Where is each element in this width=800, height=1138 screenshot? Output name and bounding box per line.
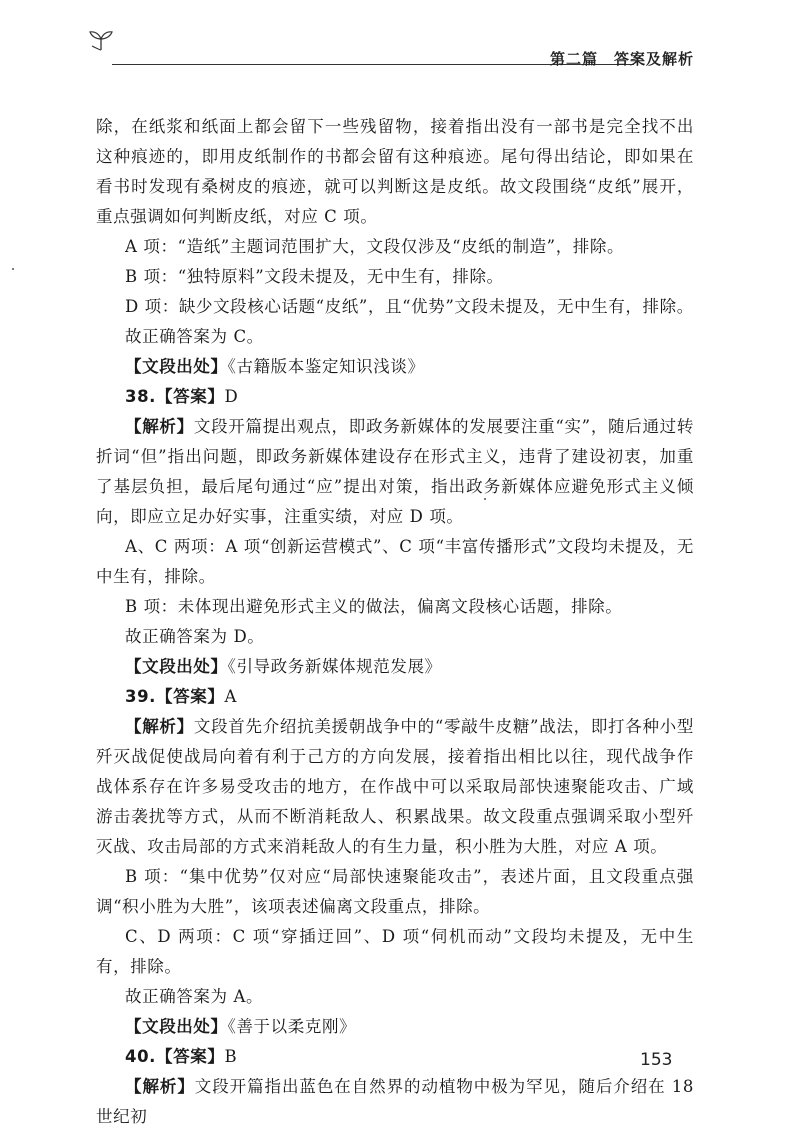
text-paragraph xyxy=(96,112,694,232)
text-paragraph xyxy=(96,862,694,922)
paragraph-text: 故正确答案为 A。 xyxy=(125,987,264,1006)
answer-content xyxy=(96,112,694,1132)
paragraph-text: A、C 两项：A 项“创新运营模式”、C 项“丰富传播形式”文段均未提及，无中生有，排除。 xyxy=(96,537,694,586)
text-paragraph xyxy=(96,532,694,592)
section-tag: 【文段出处】 xyxy=(125,357,228,376)
page-number: 153 xyxy=(640,1050,673,1070)
paragraph-text: 故正确答案为 D。 xyxy=(125,627,265,646)
scan-speck xyxy=(12,268,14,270)
text-paragraph xyxy=(96,922,694,982)
paragraph-text: 《古籍版本鉴定知识浅谈》 xyxy=(227,357,425,376)
text-paragraph xyxy=(96,292,694,322)
tagged-paragraph xyxy=(96,382,694,412)
section-tag: 39.【答案】 xyxy=(125,687,225,706)
scan-speck xyxy=(484,498,486,500)
paragraph-text: B 项：未体现出避免形式主义的做法，偏离文段核心话题，排除。 xyxy=(125,597,623,616)
text-paragraph xyxy=(96,232,694,262)
tagged-paragraph xyxy=(96,1072,694,1132)
text-paragraph xyxy=(96,322,694,352)
paragraph-text: 《善于以柔克刚》 xyxy=(227,1017,357,1036)
paragraph-text: 文段开篇指出蓝色在自然界的动植物中极为罕见，随后介绍在 18 世纪初 xyxy=(96,1077,694,1126)
section-tag: 【解析】 xyxy=(125,1077,195,1096)
paragraph-text: 故正确答案为 C。 xyxy=(125,327,264,346)
section-tag: 40.【答案】 xyxy=(125,1047,225,1066)
paragraph-text: D xyxy=(224,387,239,406)
paragraph-text: C、D 两项：C 项“穿插迂回”、D 项“伺机而动”文段均未提及，无中生有，排除。 xyxy=(96,927,694,976)
text-paragraph xyxy=(96,982,694,1012)
section-tag: 38.【答案】 xyxy=(125,387,225,406)
paragraph-text: A 项：“造纸”主题词范围扩大，文段仅涉及“皮纸的制造”，排除。 xyxy=(125,237,625,256)
page-header xyxy=(88,22,698,72)
tagged-paragraph xyxy=(96,1012,694,1042)
paragraph-text: 文段首先介绍抗美援朝战争中的“零敲牛皮糖”战法，即打各种小型歼灭战促使战局向着有利于己方的方向发展，接着指出相比以往，现代战争作战体系存在许多易受攻击的地方，在作战中可以采取局部快速聚能攻击、广域游击袭扰等方式，从而不断消耗敌人、积累战果。故文段重点强调采取小型歼灭战、攻击局部的方式来消耗敌人的有生力量，积小胜为大胜，对应 A 项。 xyxy=(96,717,694,856)
tagged-paragraph xyxy=(96,682,694,712)
paragraph-text: B 项：“独特原料”文段未提及，无中生有，排除。 xyxy=(125,267,504,286)
paragraph-text: 《引导政务新媒体规范发展》 xyxy=(227,657,442,676)
paragraph-text: A xyxy=(224,687,237,706)
paragraph-text: 除，在纸浆和纸面上都会留下一些残留物，接着指出没有一部书是完全找不出这种痕迹的，即用皮纸制作的书都会留有这种痕迹。尾句得出结论，即如果在看书时发现有桑树皮的痕迹，就可以判断这是皮纸。故文段围绕“皮纸”展开，重点强调如何判断皮纸，对应 C 项。 xyxy=(96,117,694,226)
tagged-paragraph xyxy=(96,352,694,382)
section-tag: 【解析】 xyxy=(125,417,194,436)
section-tag: 【文段出处】 xyxy=(125,657,228,676)
tagged-paragraph xyxy=(96,412,694,532)
paragraph-text: 文段开篇提出观点，即政务新媒体的发展要注重“实”，随后通过转折词“但”指出问题，即政务新媒体建设存在形式主义，违背了建设初衷，加重了基层负担，最后尾句通过“应”提出对策，指出政务新媒体应避免形式主义倾向，即应立足办好实事，注重实绩，对应 D 项。 xyxy=(96,417,694,526)
section-tag: 【解析】 xyxy=(125,717,194,736)
tagged-paragraph xyxy=(96,712,694,862)
paragraph-text: D 项：缺少文段核心话题“皮纸”，且“优势”文段未提及，无中生有，排除。 xyxy=(125,297,694,316)
running-title: 第二篇 答案及解析 xyxy=(549,50,694,68)
tagged-paragraph xyxy=(96,1042,694,1072)
section-tag: 【文段出处】 xyxy=(125,1017,228,1036)
paragraph-text: B 项：“集中优势”仅对应“局部快速聚能攻击”，表述片面，且文段重点强调“积小胜为大胜”，该项表述偏离文段重点，排除。 xyxy=(96,867,694,916)
text-paragraph xyxy=(96,592,694,622)
paragraph-text: B xyxy=(224,1047,238,1066)
leaf-sprout-icon xyxy=(88,28,114,52)
text-paragraph xyxy=(96,262,694,292)
tagged-paragraph xyxy=(96,652,694,682)
text-paragraph xyxy=(96,622,694,652)
